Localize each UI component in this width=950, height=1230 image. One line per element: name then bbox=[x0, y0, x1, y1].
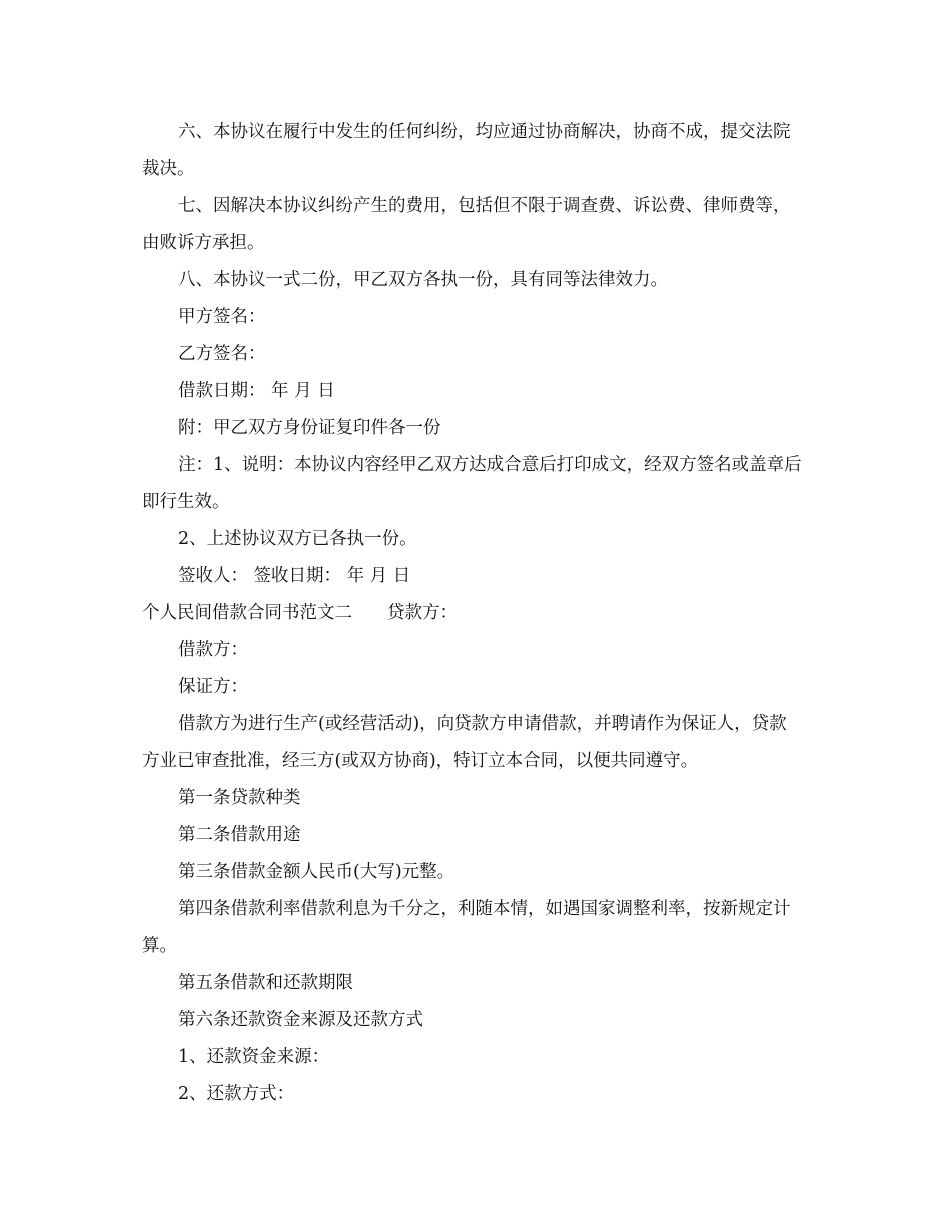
remark-one: 注：1、说明：本协议内容经甲乙双方达成合意后打印成文，经双方签名或盖章后即行生效。 bbox=[142, 455, 802, 512]
party-a-signature: 甲方签名： bbox=[178, 307, 266, 327]
contract-preamble: 借款方为进行生产(或经营活动)，向贷款方申请借款，并聘请作为保证人，贷款方业已审查批准，经三方(或双方协商)，特订立本合同，以便共同遵守。 bbox=[142, 714, 787, 771]
article-two: 第二条借款用途 bbox=[178, 825, 301, 845]
clause-seven: 七、因解决本协议纠纷产生的费用，包括但不限于调查费、诉讼费、律师费等，由败诉方承担。 bbox=[142, 196, 791, 253]
loan-date: 借款日期： 年 月 日 bbox=[178, 381, 335, 401]
clause-eight: 八、本协议一式二份，甲乙双方各执一份，具有同等法律效力。 bbox=[178, 270, 668, 290]
repayment-method: 2、还款方式： bbox=[178, 1084, 295, 1104]
repayment-source: 1、还款资金来源： bbox=[178, 1047, 330, 1067]
remark-two: 2、上述协议双方已各执一份。 bbox=[178, 529, 417, 549]
article-five: 第五条借款和还款期限 bbox=[178, 973, 353, 993]
borrower-label: 借款方： bbox=[178, 640, 248, 660]
article-one: 第一条贷款种类 bbox=[178, 788, 301, 808]
document-page bbox=[142, 114, 802, 1113]
article-six: 第六条还款资金来源及还款方式 bbox=[178, 1010, 423, 1030]
guarantor-label: 保证方： bbox=[178, 677, 248, 697]
section-title-lender: 个人民间借款合同书范文二 贷款方： bbox=[142, 603, 457, 623]
clause-six: 六、本协议在履行中发生的任何纠纷，均应通过协商解决，协商不成，提交法院裁决。 bbox=[142, 122, 791, 179]
article-three: 第三条借款金额人民币(大写)元整。 bbox=[178, 862, 455, 882]
receipt-line: 签收人： 签收日期： 年 月 日 bbox=[178, 566, 411, 586]
attachment-note: 附：甲乙双方身份证复印件各一份 bbox=[178, 418, 441, 438]
party-b-signature: 乙方签名： bbox=[178, 344, 266, 364]
article-four: 第四条借款利率借款利息为千分之，利随本情，如遇国家调整利率，按新规定计算。 bbox=[142, 899, 791, 956]
